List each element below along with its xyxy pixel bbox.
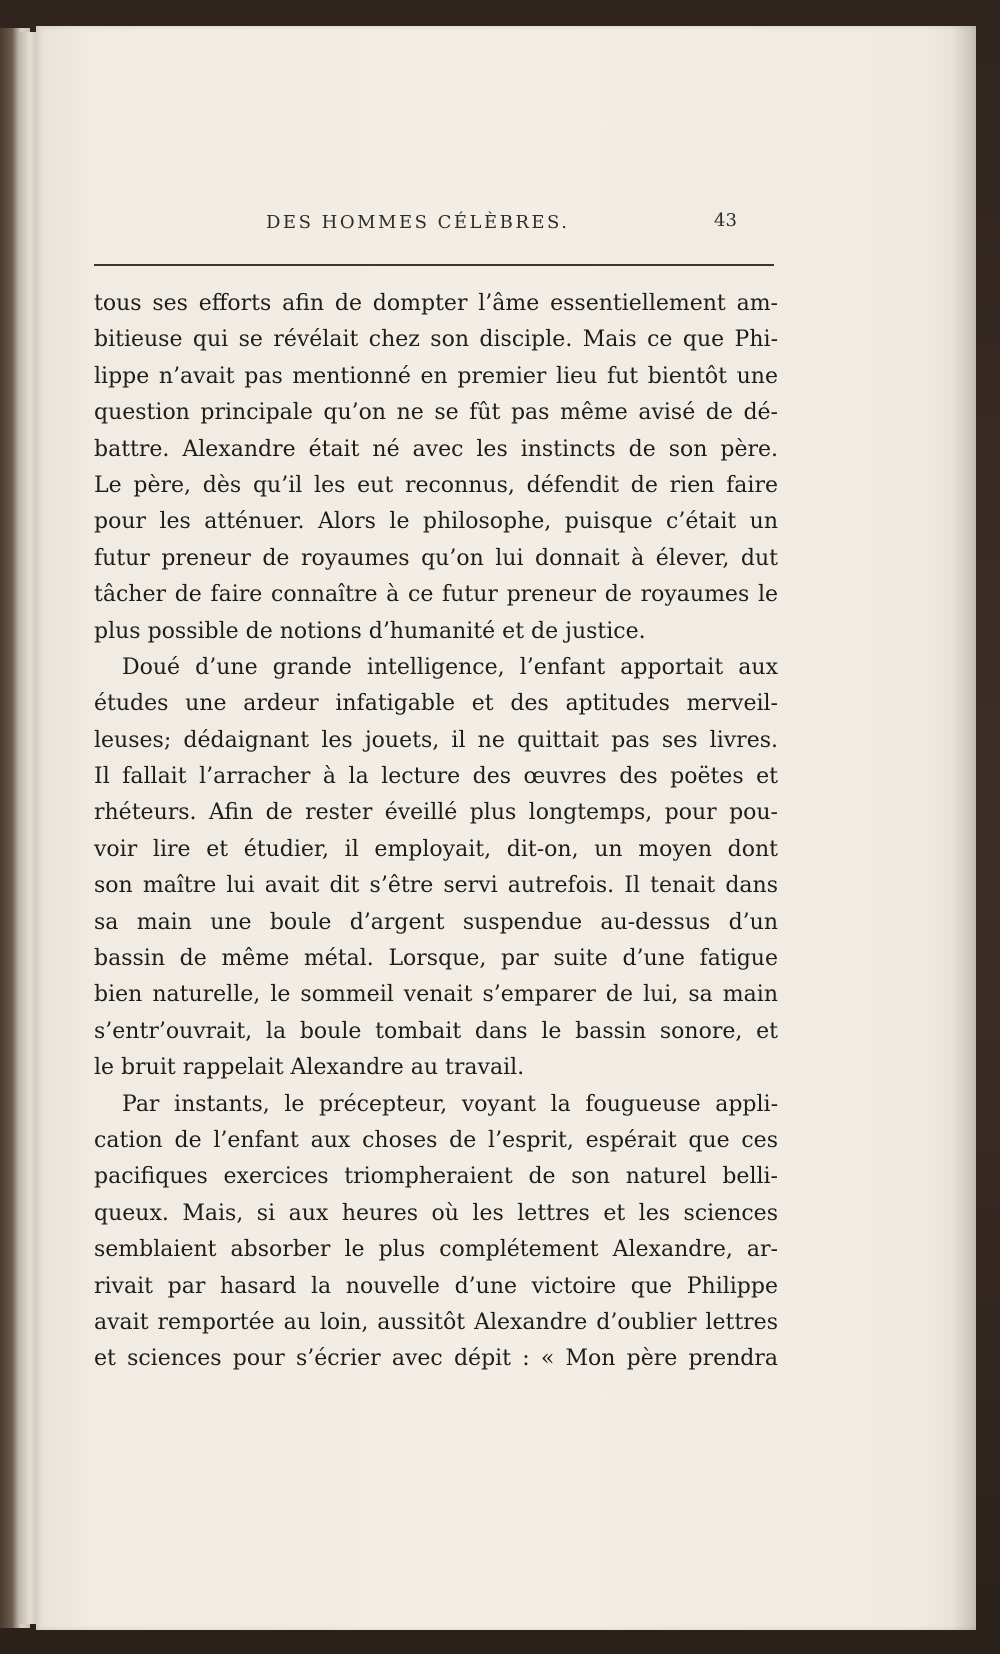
running-head-title: DES HOMMES CÉLÈBRES.: [266, 212, 570, 233]
text-line: voir lire et étudier, il employait, dit-on, un moyen dont: [94, 836, 778, 862]
text-line: sa main une boule d’argent suspendue au-dessus d’un: [94, 909, 778, 935]
book-page: [36, 26, 976, 1630]
text-line: avait remportée au loin, aussitôt Alexandre d’oublier lettres: [94, 1309, 778, 1335]
text-line: question principale qu’on ne se fût pas même avisé de dé-: [94, 400, 778, 426]
text-line: lippe n’avait pas mentionné en premier lieu fut bientôt une: [94, 363, 778, 389]
running-head: [36, 212, 976, 242]
text-line: queux. Mais, si aux heures où les lettres et les sciences: [94, 1200, 778, 1226]
text-line: Par instants, le précepteur, voyant la fougueuse appli-: [122, 1091, 778, 1117]
text-line: tâcher de faire connaître à ce futur preneur de royaumes le: [94, 582, 778, 608]
text-line: cation de l’enfant aux choses de l’esprit, espérait que ces: [94, 1127, 778, 1153]
page-shadow: [952, 26, 976, 1630]
text-line: s’entr’ouvrait, la boule tombait dans le bassin sonore, et: [94, 1018, 778, 1044]
body-text: [94, 286, 778, 1378]
text-line: battre. Alexandre était né avec les instincts de son père.: [94, 436, 778, 462]
text-line: plus possible de notions d’humanité et de justice.: [94, 618, 646, 644]
text-line: bien naturelle, le sommeil venait s’emparer de lui, sa main: [94, 982, 778, 1008]
page-stack-edge: [18, 32, 38, 1624]
header-rule: [94, 264, 774, 266]
page-number: 43: [714, 210, 737, 231]
text-line: Doué d’une grande intelligence, l’enfant apportait aux: [122, 654, 778, 680]
text-line: rivait par hasard la nouvelle d’une victoire que Philippe: [94, 1273, 778, 1299]
text-line: et sciences pour s’écrier avec dépit : « Mon père prendra: [94, 1346, 778, 1372]
text-line: futur preneur de royaumes qu’on lui donnait à élever, dut: [94, 545, 778, 571]
text-line: son maître lui avait dit s’être servi autrefois. Il tenait dans: [94, 873, 778, 899]
text-line: semblaient absorber le plus complétement Alexandre, ar-: [94, 1237, 778, 1263]
text-line: leuses; dédaignant les jouets, il ne quittait pas ses livres.: [94, 727, 778, 753]
paragraph-1: [94, 286, 778, 650]
text-line: tous ses efforts afin de dompter l’âme essentiellement am-: [94, 291, 778, 316]
paragraph-3: [94, 1087, 778, 1378]
text-line: rhéteurs. Afin de rester éveillé plus longtemps, pour pou-: [94, 800, 778, 826]
text-line: Le père, dès qu’il les eut reconnus, défendit de rien faire: [94, 472, 778, 498]
text-line: pacifiques exercices triompheraient de son naturel belli-: [94, 1164, 778, 1190]
paragraph-2: [94, 650, 778, 1087]
text-line: bitieuse qui se révélait chez son disciple. Mais ce que Phi-: [94, 327, 778, 353]
text-line: bassin de même métal. Lorsque, par suite d’une fatigue: [94, 946, 778, 972]
text-line: le bruit rappelait Alexandre au travail.: [94, 1055, 525, 1081]
text-line: Il fallait l’arracher à la lecture des œuvres des poëtes et: [94, 764, 778, 790]
text-line: études une ardeur infatigable et des aptitudes merveil-: [94, 691, 778, 717]
text-line: pour les atténuer. Alors le philosophe, puisque c’était un: [94, 509, 778, 535]
